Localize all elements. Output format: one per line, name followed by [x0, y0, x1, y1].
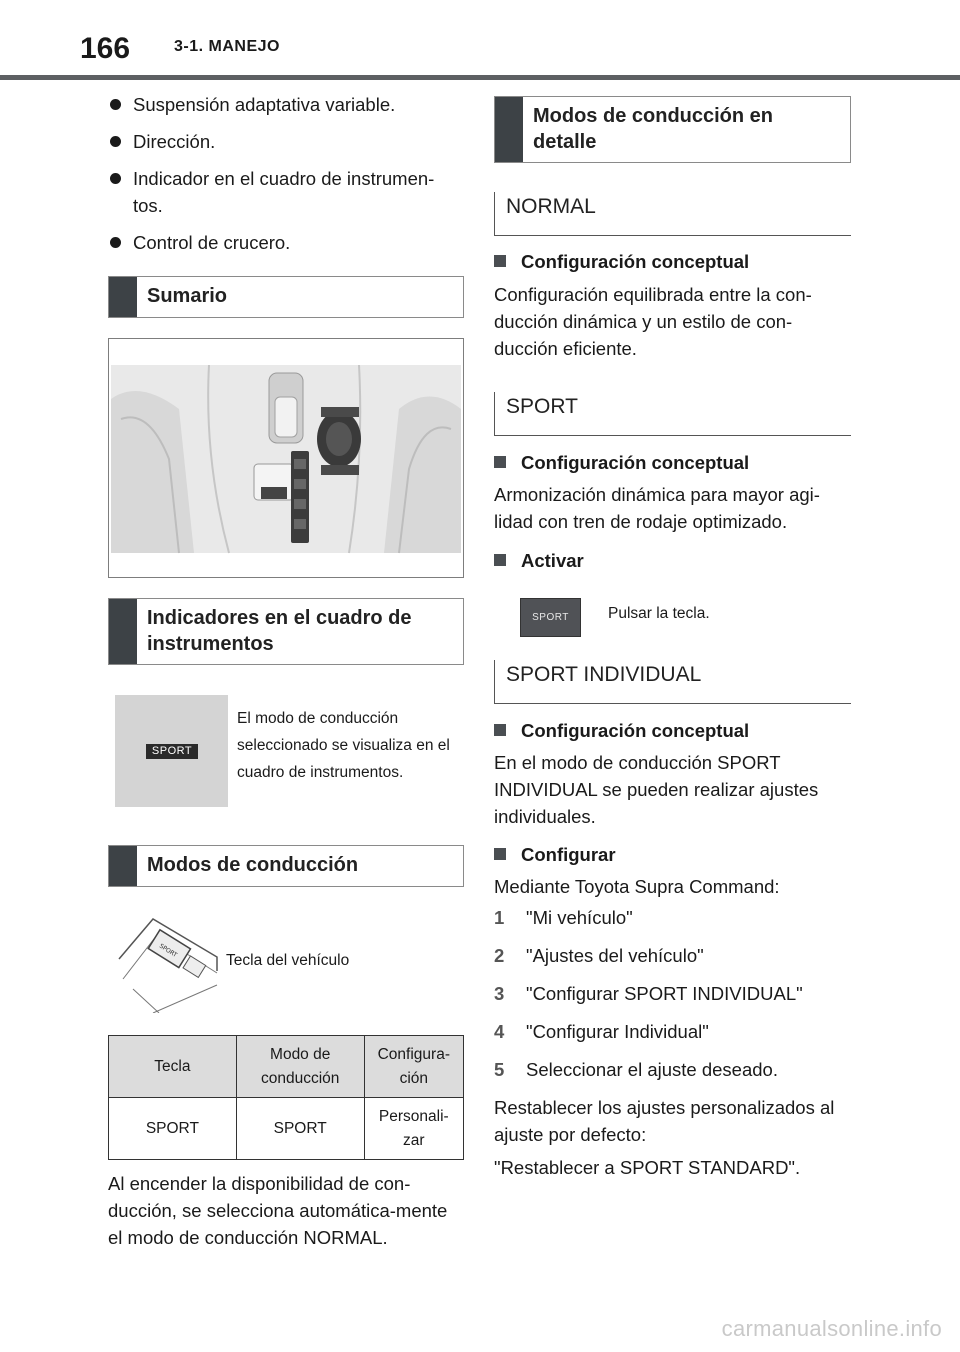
sport-activate-heading: Activar: [494, 547, 851, 574]
list-item: [494, 980, 851, 1007]
section-modes: [108, 845, 464, 887]
step-text: "Ajustes del vehículo": [526, 945, 704, 966]
vehicle-key-row: [108, 909, 464, 1013]
sport-button-text: Pulsar la tecla.: [608, 604, 710, 622]
step-number: 5: [494, 1059, 505, 1080]
list-item: [494, 942, 851, 969]
reset-value: "Restablecer a SPORT STANDARD".: [494, 1157, 801, 1178]
step-number: 1: [494, 907, 505, 928]
configure-steps: [494, 904, 851, 1083]
sport-individual-heading: SPORT INDIVIDUAL: [494, 660, 851, 704]
list-item: Suspensión adaptativa variable.: [108, 91, 464, 118]
sport-concept-heading: Configuración conceptual: [494, 449, 851, 476]
table-header: Tecla: [109, 1036, 237, 1098]
instrument-cluster-image: [115, 695, 228, 807]
closing-paragraph: Al encender la disponibilidad de con-ducción, se selecciona automática-mente el modo de conducción NORMAL.: [108, 1173, 448, 1248]
chapter-title: 3-1. MANEJO: [174, 38, 280, 55]
page-number: 166: [80, 32, 131, 65]
individual-concept-heading: Configuración conceptual: [494, 717, 851, 744]
normal-heading: NORMAL: [494, 192, 851, 236]
table-cell: Personali-zar: [364, 1098, 463, 1160]
step-text: "Configurar SPORT INDIVIDUAL": [526, 983, 803, 1004]
step-text: "Configurar Individual": [526, 1021, 709, 1042]
step-number: 4: [494, 1021, 505, 1042]
watermark-logo: carmanualsonline.info: [721, 1316, 942, 1341]
page-header: [0, 0, 960, 80]
step-number: 3: [494, 983, 505, 1004]
left-column: [108, 80, 464, 1251]
table-header-row: [109, 1036, 464, 1098]
center-console-photo: [108, 338, 464, 578]
section-detail: [494, 96, 851, 163]
sport-indicator-badge: SPORT: [146, 744, 198, 759]
sport-button-row: [494, 598, 851, 637]
modes-table: [108, 1035, 464, 1160]
configure-intro: Mediante Toyota Supra Command:: [494, 876, 780, 897]
section-title: Modos de conducción en detalle: [533, 105, 774, 153]
step-text: "Mi vehículo": [526, 907, 633, 928]
list-item: Dirección.: [108, 128, 464, 155]
sport-key-button[interactable]: SPORT: [520, 598, 581, 637]
section-title: Indicadores en el cuadro de instrumentos: [147, 607, 412, 655]
indicator-row: [108, 695, 464, 807]
sport-concept-text: Armonización dinámica para mayor agi-lidad con tren de rodaje optimizado.: [494, 484, 820, 532]
step-number: 2: [494, 945, 505, 966]
table-header: Configura-ción: [364, 1036, 463, 1098]
sport-heading: SPORT: [494, 392, 851, 436]
normal-concept-heading: Configuración conceptual: [494, 248, 851, 275]
vehicle-key-illustration: [113, 909, 221, 1013]
key-description: Tecla del vehículo: [226, 952, 350, 969]
list-item: Indicador en el cuadro de instrumen-tos.: [108, 165, 464, 219]
list-item: Control de crucero.: [108, 229, 464, 256]
feature-list: [108, 91, 464, 256]
list-item: [494, 904, 851, 931]
right-column: [494, 80, 851, 1181]
section-title: Sumario: [147, 285, 228, 307]
table-row: [109, 1098, 464, 1160]
section-title: Modos de conducción: [147, 854, 359, 876]
individual-concept-text: En el modo de conducción SPORT INDIVIDUAL se pueden realizar ajustes individuales.: [494, 752, 819, 827]
indicator-description: El modo de conducción seleccionado se visualiza en el cuadro de instrumentos.: [237, 710, 450, 781]
section-indicators: [108, 598, 464, 665]
step-text: Seleccionar el ajuste deseado.: [526, 1059, 778, 1080]
configure-heading: Configurar: [494, 841, 851, 868]
table-cell: SPORT: [109, 1098, 237, 1160]
center-console-illustration: [109, 339, 463, 577]
table-header: Modo de conducción: [236, 1036, 364, 1098]
list-item: [494, 1056, 851, 1083]
list-item: [494, 1018, 851, 1045]
normal-concept-text: Configuración equilibrada entre la con-ducción dinámica y un estilo de con-ducción eficiente.: [494, 284, 812, 359]
reset-text: Restablecer los ajustes personalizados al ajuste por defecto:: [494, 1097, 835, 1145]
table-cell: SPORT: [236, 1098, 364, 1160]
section-summary: [108, 276, 464, 318]
key-label: SPORT: [157, 942, 179, 959]
